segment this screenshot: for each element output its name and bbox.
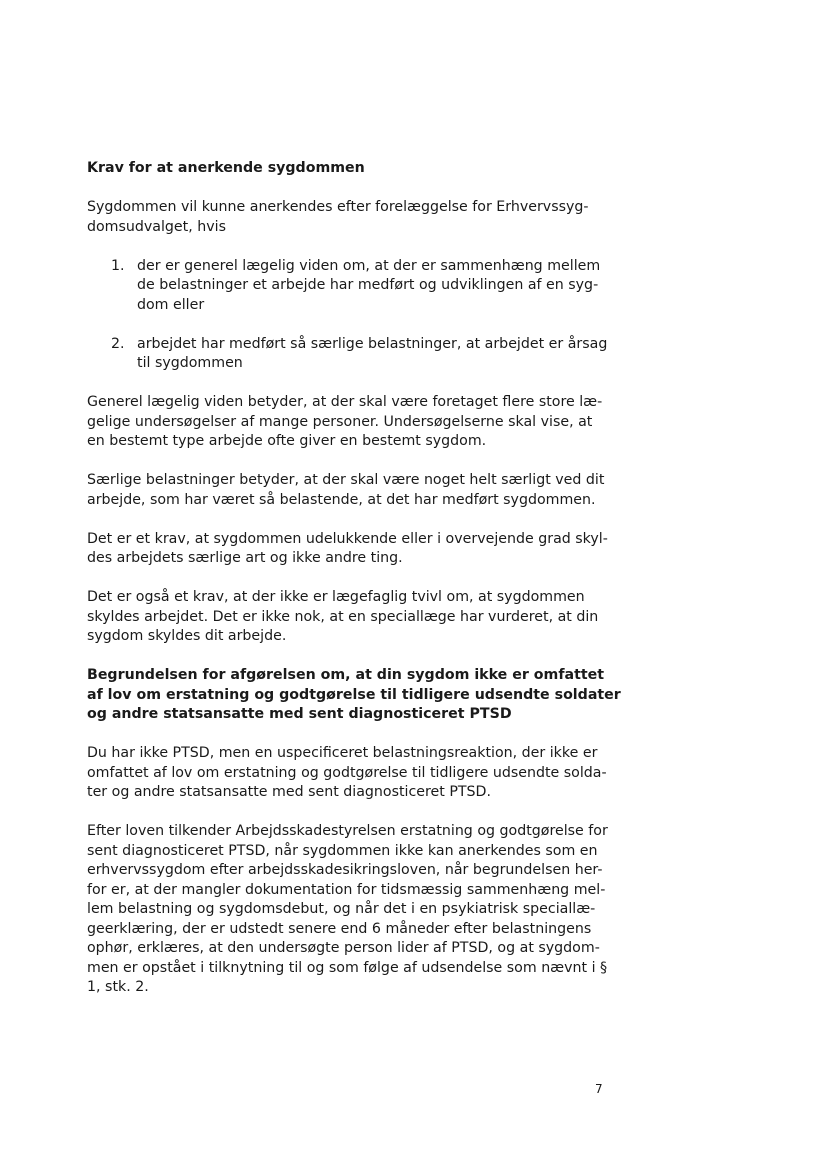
list-number: 2.	[111, 335, 125, 352]
paragraph-general-knowledge	[87, 393, 607, 452]
text-line: Efter loven tilkender Arbejdsskadestyrelsen erstatning og godtgørelse for	[87, 823, 608, 839]
text-line: Særlige belastninger betyder, at der skal være noget helt særligt ved dit	[87, 472, 605, 488]
text-line: arbejdet har medført så særlige belastninger, at arbejdet er årsag	[137, 335, 608, 352]
heading-line: af lov om erstatning og godtgørelse til tidligere udsendte soldater	[87, 686, 621, 703]
text-line: men er opstået i tilknytning til og som følge af udsendelse som nævnt i §	[87, 959, 608, 976]
text-line: skyldes arbejdet. Det er ikke nok, at en speciallæge har vurderet, at din	[87, 608, 599, 625]
text-line: geerklæring, der er udstedt senere end 6 måneder efter belastningens	[87, 920, 592, 937]
text-line: dom eller	[137, 296, 205, 313]
list-spacer	[87, 315, 607, 335]
text-line: ter og andre statsansatte med sent diagnosticeret PTSD.	[87, 784, 491, 800]
paragraph-requirement-cause	[87, 530, 607, 569]
text-line: en bestemt type arbejde ofte giver en bestemt sygdom.	[87, 433, 487, 449]
heading-line: og andre statsansatte med sent diagnosticeret PTSD	[87, 706, 512, 722]
conditions-list	[87, 257, 607, 374]
text-line: gelige undersøgelser af mange personer. Undersøgelserne skal vise, at	[87, 413, 593, 430]
intro-paragraph	[87, 198, 607, 237]
paragraph-law-details	[87, 822, 607, 998]
paragraph-no-ptsd	[87, 744, 607, 803]
text-line: Du har ikke PTSD, men en uspecificeret belastningsreaktion, der ikke er	[87, 745, 598, 761]
text-line: omfattet af lov om erstatning og godtgørelse til tidligere udsendte solda-	[87, 764, 607, 781]
text-line: sygdom skyldes dit arbejde.	[87, 628, 287, 644]
paragraph-requirement-medical	[87, 588, 607, 647]
text-line: lem belastning og sygdomsdebut, og når det i en psykiatrisk speciallæ-	[87, 901, 596, 917]
list-item	[87, 335, 607, 374]
text-line: de belastninger et arbejde har medført og udviklingen af en syg-	[137, 277, 599, 293]
section-heading-decision	[87, 666, 621, 725]
page-number: 7	[595, 1082, 603, 1096]
text-line: Sygdommen vil kunne anerkendes efter forelæggelse for Erhvervssyg-	[87, 199, 589, 215]
text-line: til sygdommen	[137, 355, 243, 371]
text-line: ophør, erklæres, at den undersøgte person lider af PTSD, og at sygdom-	[87, 940, 600, 956]
text-line: 1, stk. 2.	[87, 979, 149, 995]
text-line: arbejde, som har været så belastende, at det har medført sygdommen.	[87, 491, 596, 508]
text-line: Det er også et krav, at der ikke er lægefaglig tvivl om, at sygdommen	[87, 589, 585, 605]
text-line: for er, at der mangler dokumentation for tidsmæssig sammenhæng mel-	[87, 881, 606, 898]
list-item	[87, 257, 607, 316]
list-number: 1.	[111, 257, 125, 274]
section-heading-requirements: Krav for at anerkende sygdommen	[87, 160, 365, 176]
paragraph-special-strain	[87, 471, 607, 510]
heading-line: Begrundelsen for afgørelsen om, at din sygdom ikke er omfattet	[87, 667, 605, 683]
text-line: domsudvalget, hvis	[87, 218, 226, 235]
text-line: Generel lægelig viden betyder, at der skal være foretaget flere store læ-	[87, 394, 603, 410]
text-line: erhvervssygdom efter arbejdsskadesikringsloven, når begrundelsen her-	[87, 862, 603, 878]
text-line: Det er et krav, at sygdommen udelukkende eller i overvejende grad skyl-	[87, 530, 608, 547]
text-line: der er generel lægelig viden om, at der er sammenhæng mellem	[137, 257, 601, 274]
text-line: des arbejdets særlige art og ikke andre ting.	[87, 550, 403, 566]
text-line: sent diagnosticeret PTSD, når sygdommen ikke kan anerkendes som en	[87, 842, 598, 859]
document-body	[87, 159, 621, 998]
